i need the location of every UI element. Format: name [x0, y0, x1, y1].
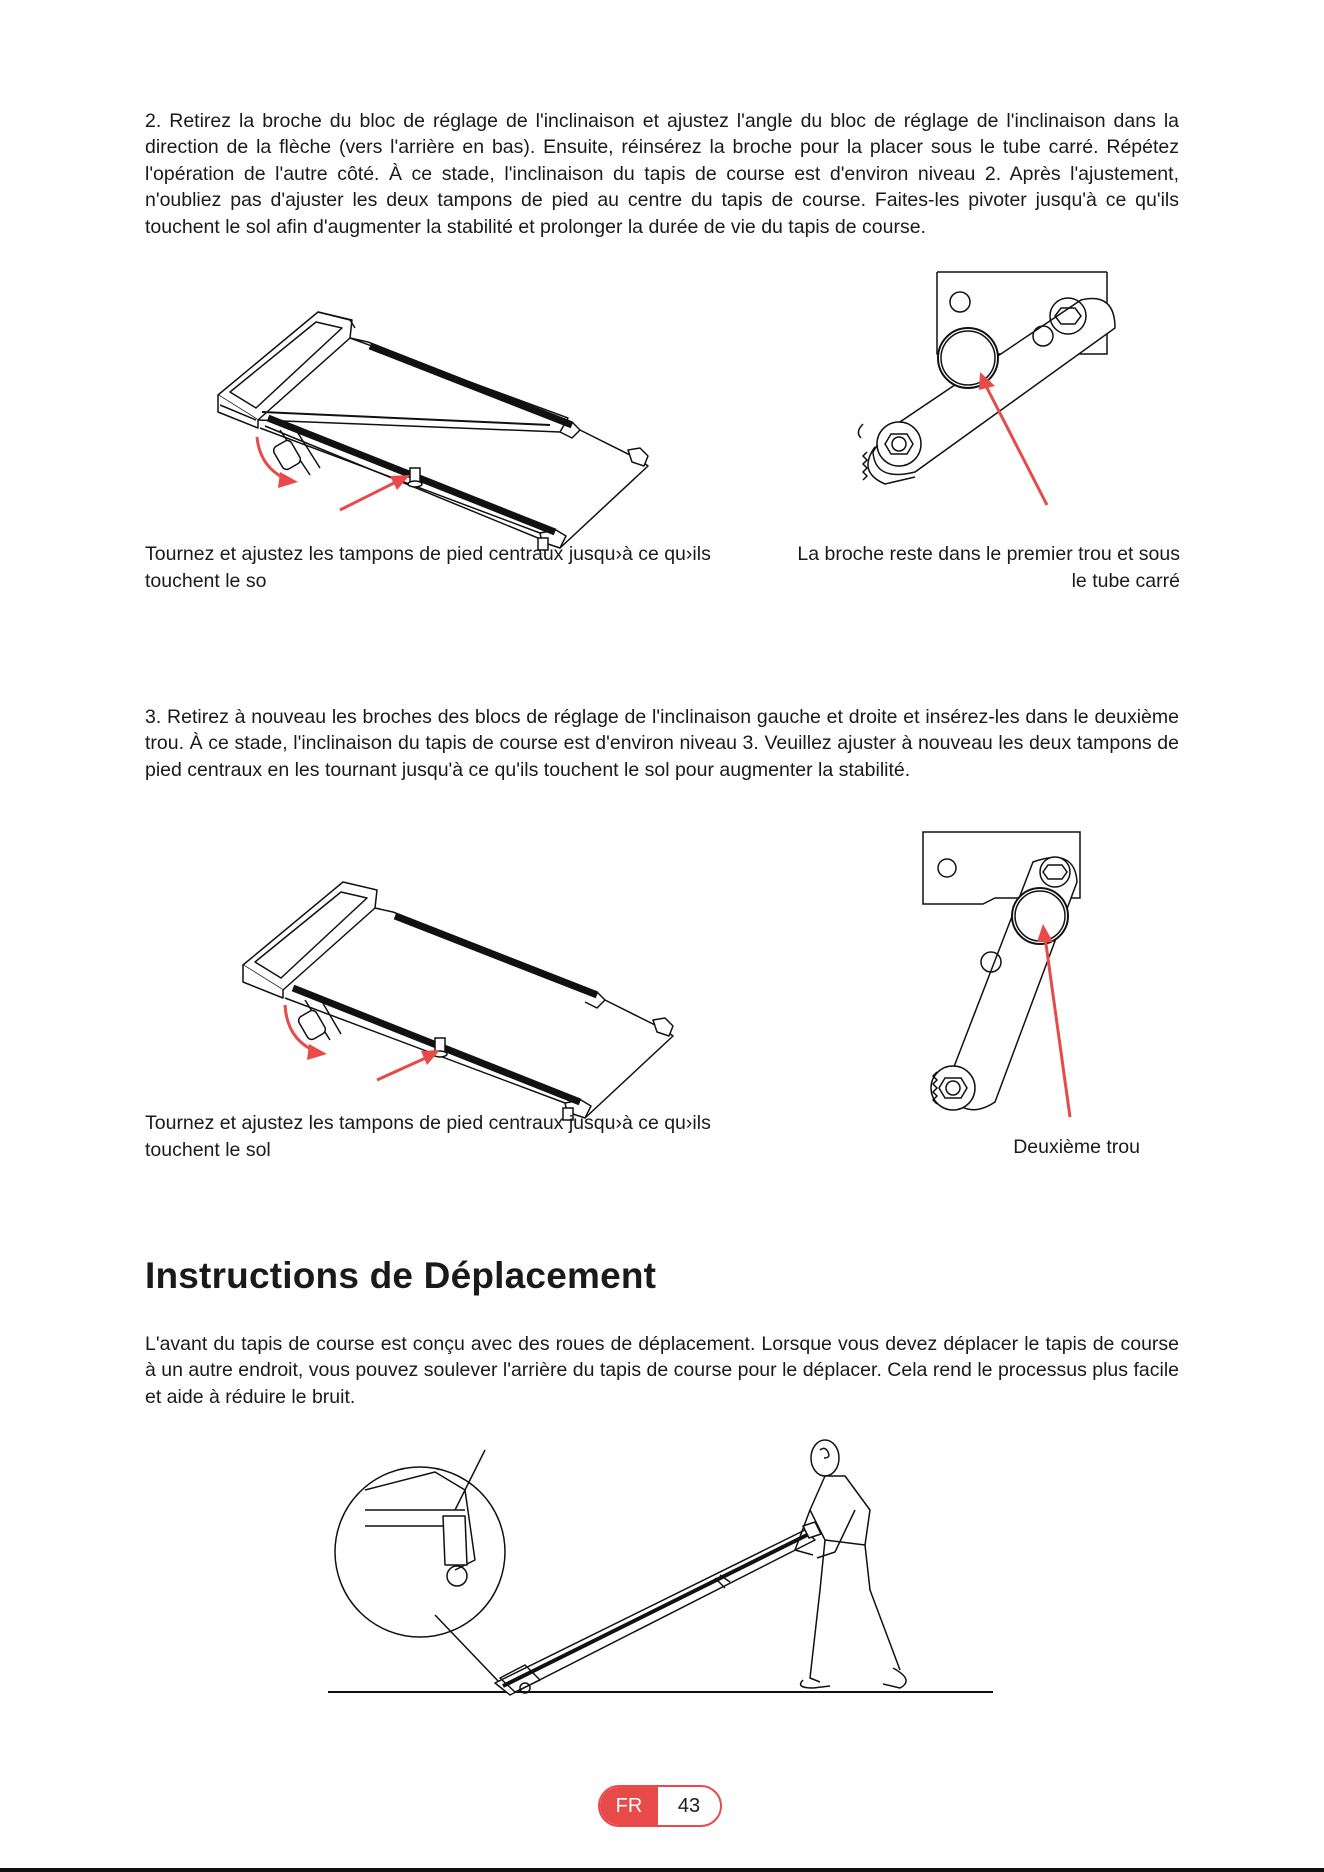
incline-bracket-illustration	[915, 832, 1095, 1122]
step2-paragraph: 2. Retirez la broche du bloc de réglage de l'inclinaison et ajustez l'angle du bloc de réglage de l'inclinaison dans la direction de la flèche (vers l'arrière en bas). Ensuite, réinsérez la broche pour la placer sous le tube carré. Répétez l'opération de l'autre côté. À ce stade, l'inclinaison du tapis de course est d'environ niveau 2. Après l'ajustement, n'oubliez pas d'ajuster les deux tampons de pied au centre du tapis de course. Faites-les pivoter jusqu'à ce qu'ils touchent le sol afin d'augmenter la stabilité et prolonger la durée de vie du tapis de course.	[145, 110, 1179, 238]
language-label: FR	[600, 1787, 658, 1825]
step2-caption-left: Tournez et ajustez les tampons de pied centraux jusqu›à ce qu›ils touchent le so	[145, 543, 711, 592]
treadmill-illustration	[200, 300, 680, 530]
section-heading: Instructions de Déplacement	[145, 1255, 657, 1296]
page-number-badge	[598, 1785, 722, 1827]
step3-caption-right: Deuxième trou	[1013, 1136, 1140, 1158]
page-number: 43	[677, 1794, 701, 1817]
incline-bracket-illustration	[815, 272, 1125, 512]
treadmill-illustration	[225, 870, 705, 1100]
step2-caption-right: La broche reste dans le premier trou et sous le tube carré	[797, 543, 1180, 592]
moving-paragraph: L'avant du tapis de course est conçu avec des roues de déplacement. Lorsque vous devez déplacer le tapis de course à un autre endroit, vous pouvez soulever l'arrière du tapis de course pour le déplacer. Cela rend le processus plus facile et aide à réduire le bruit.	[145, 1333, 1179, 1408]
step3-caption-left: Tournez et ajustez les tampons de pied centraux jusqu›à ce qu›ils touchent le sol	[145, 1112, 711, 1161]
person-moving-treadmill-illustration	[325, 1430, 995, 1700]
step3-paragraph: 3. Retirez à nouveau les broches des blocs de réglage de l'inclinaison gauche et droite et insérez-les dans le deuxième trou. À ce stade, l'inclinaison du tapis de course est d'environ niveau 3. Veuillez ajuster à nouveau les deux tampons de pied centraux en les tournant jusqu'à ce qu'ils touchent le sol pour augmenter la stabilité.	[145, 706, 1179, 781]
bottom-rule	[0, 1868, 1324, 1872]
